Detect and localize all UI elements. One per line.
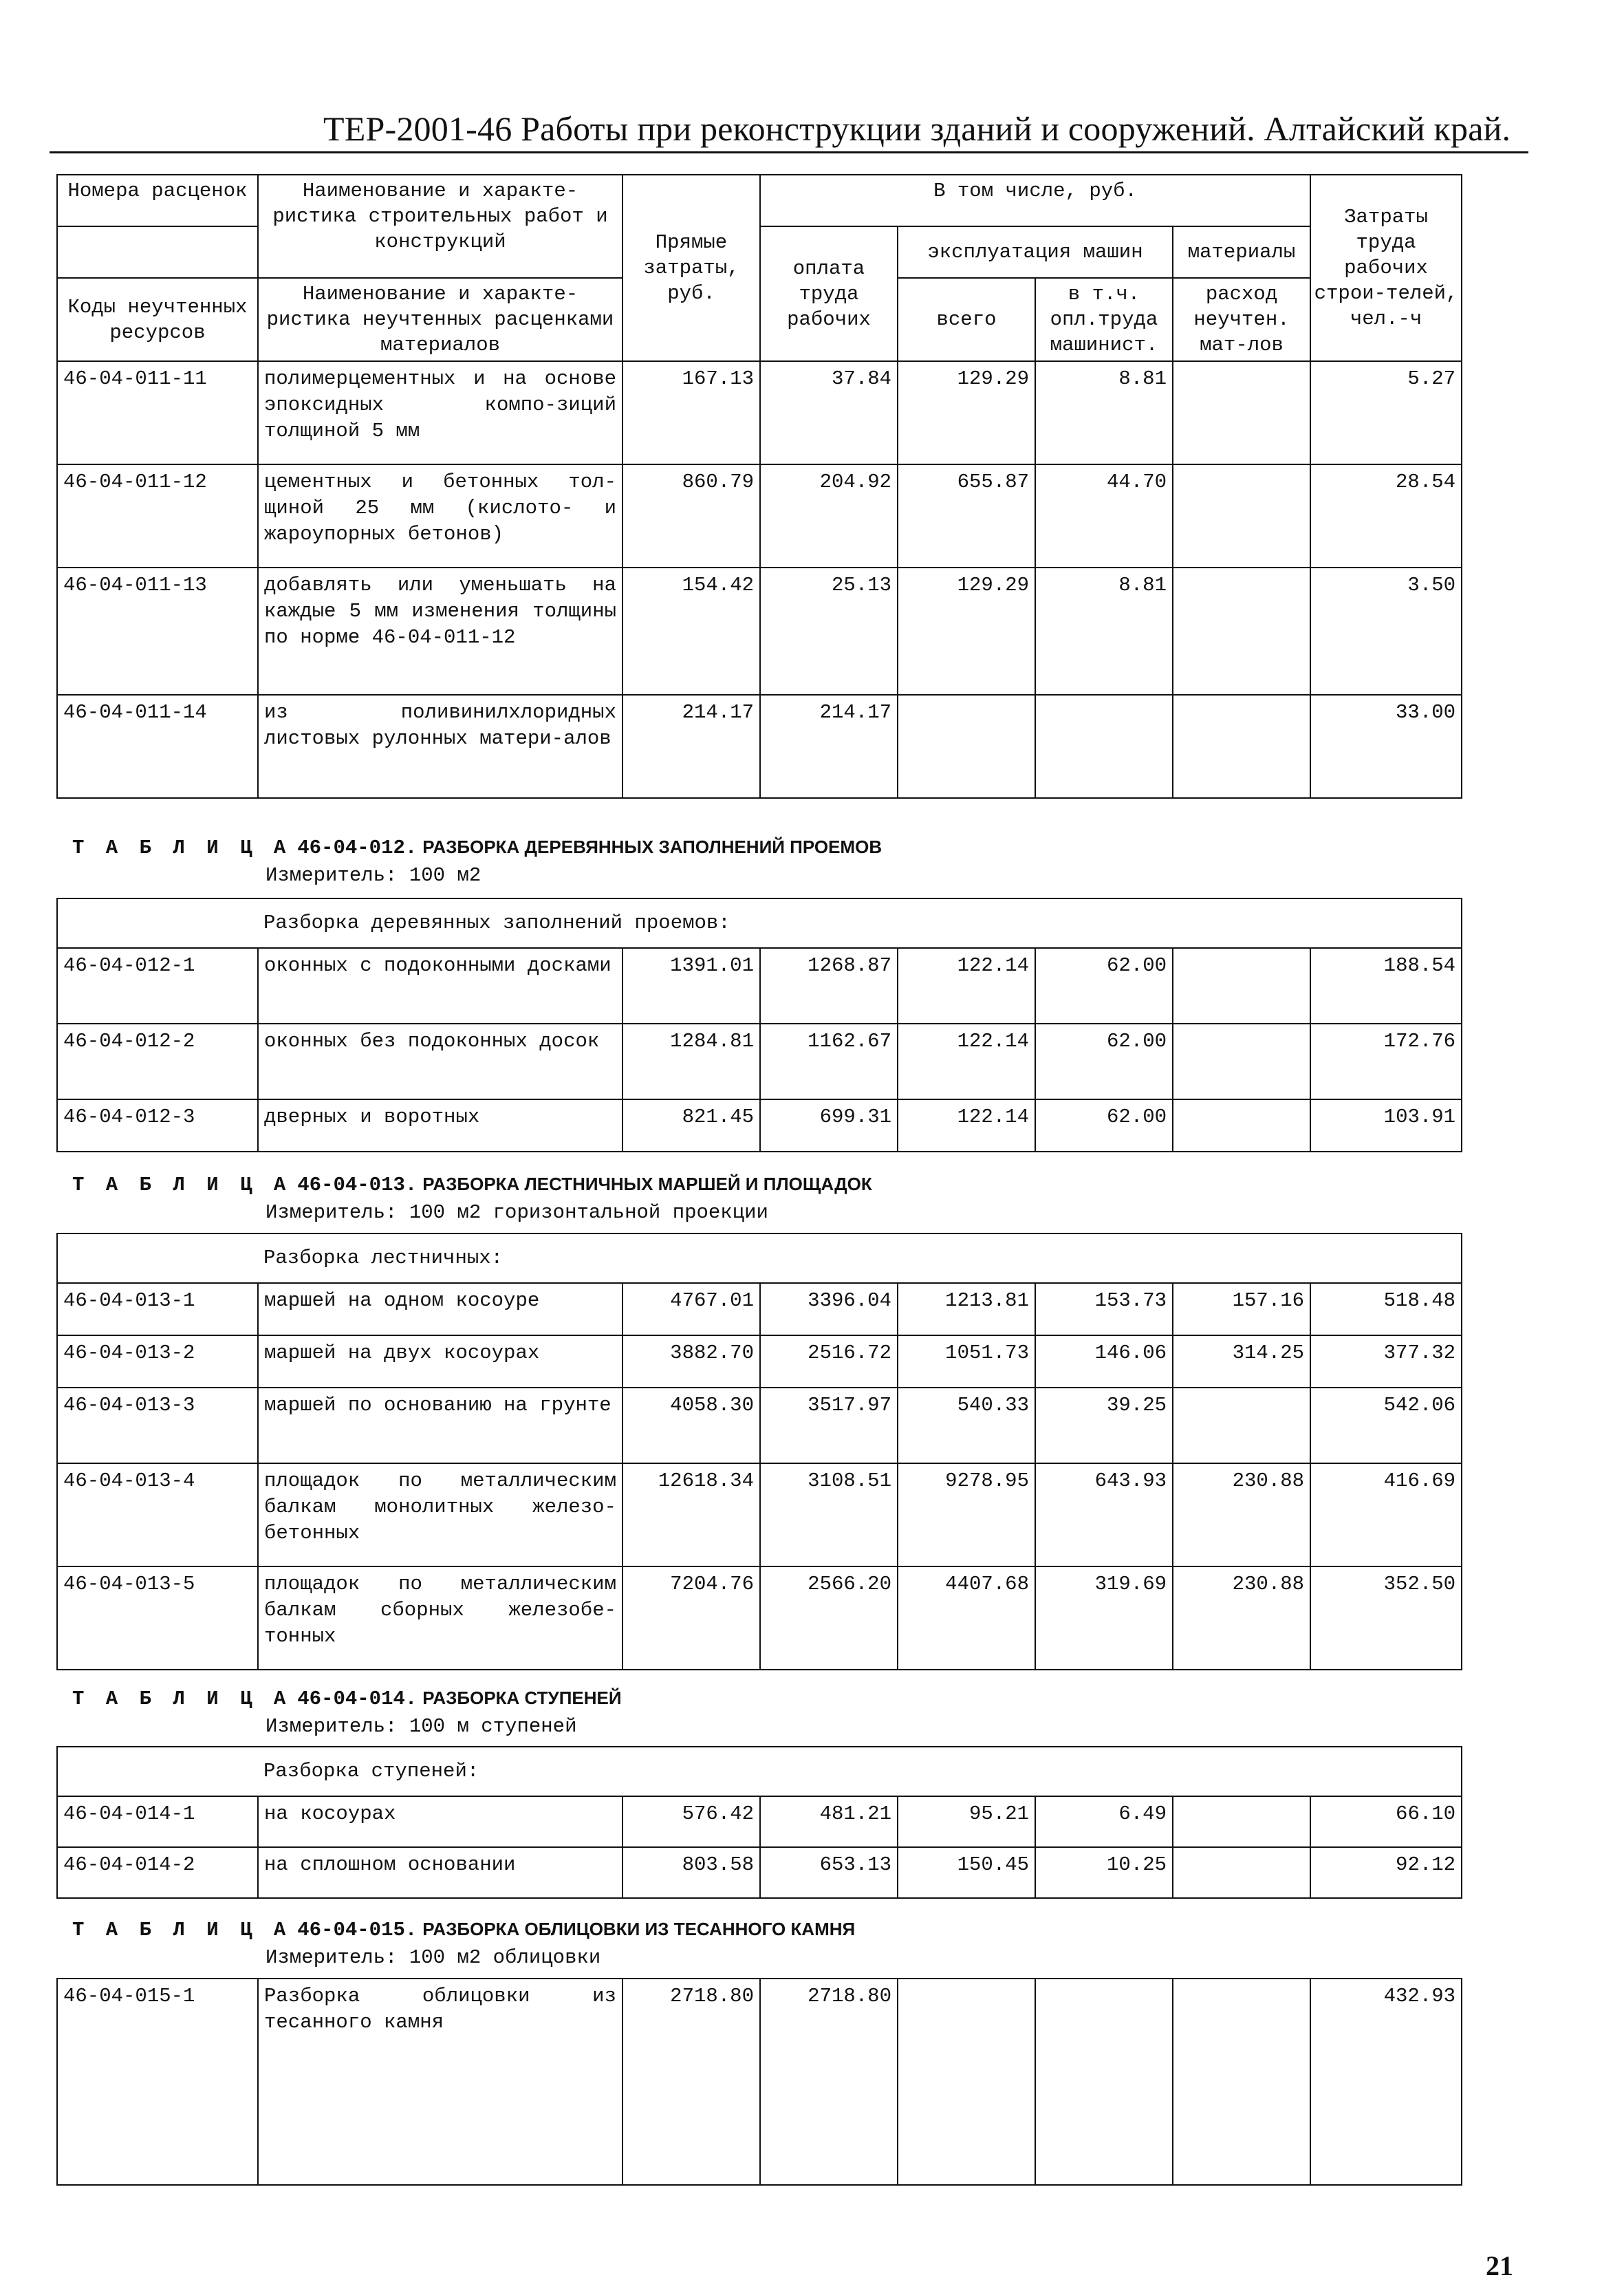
header-rule	[50, 151, 1528, 153]
driver-pay-cell: 44.70	[1035, 464, 1173, 568]
labor-pay-cell: 25.13	[760, 568, 898, 695]
caption-code: 46-04-014.	[297, 1688, 418, 1710]
driver-pay-cell: 62.00	[1035, 1099, 1173, 1152]
machine-cost-cell: 4407.68	[898, 1566, 1035, 1670]
driver-pay-cell: 10.25	[1035, 1847, 1173, 1898]
labor-pay-cell: 2718.80	[760, 1979, 898, 2185]
machine-cost-cell: 1213.81	[898, 1283, 1035, 1335]
driver-pay-cell: 153.73	[1035, 1283, 1173, 1335]
labor-cost-cell: 416.69	[1310, 1463, 1462, 1566]
table-row	[57, 1796, 1462, 1847]
measure-013: Измеритель: 100 м2 горизонтальной проекции	[266, 1201, 768, 1224]
labor-pay-cell: 3396.04	[760, 1283, 898, 1335]
labor-pay-cell: 1162.67	[760, 1024, 898, 1099]
code-cell: 46-04-013-5	[57, 1566, 258, 1670]
machine-cost-cell: 122.14	[898, 948, 1035, 1024]
code-cell: 46-04-013-2	[57, 1335, 258, 1388]
code-cell: 46-04-012-3	[57, 1099, 258, 1152]
table-row	[57, 1388, 1462, 1463]
material-cell	[1173, 695, 1310, 798]
material-cell: 314.25	[1173, 1335, 1310, 1388]
direct-cost-cell: 214.17	[622, 695, 760, 798]
driver-pay-cell: 62.00	[1035, 1024, 1173, 1099]
labor-cost-cell: 103.91	[1310, 1099, 1462, 1152]
labor-pay-cell: 699.31	[760, 1099, 898, 1152]
material-cell	[1173, 1796, 1310, 1847]
table-row	[57, 361, 1462, 464]
name-cell: оконных без подоконных досок	[258, 1024, 622, 1099]
driver-pay-cell	[1035, 1979, 1173, 2185]
name-cell: Разборка облицовки из тесанного камня	[258, 1979, 622, 2185]
table-row	[57, 695, 1462, 798]
table-caption-015	[72, 1919, 855, 1941]
labor-pay-cell: 214.17	[760, 695, 898, 798]
machine-cost-cell: 9278.95	[898, 1463, 1035, 1566]
table-caption-013	[72, 1174, 872, 1196]
name-cell: маршей на двух косоурах	[258, 1335, 622, 1388]
material-cell	[1173, 1388, 1310, 1463]
direct-cost-cell: 821.45	[622, 1099, 760, 1152]
driver-pay-cell: 319.69	[1035, 1566, 1173, 1670]
labor-cost-cell: 172.76	[1310, 1024, 1462, 1099]
table-46-04-014	[56, 1746, 1462, 1899]
direct-cost-cell: 4767.01	[622, 1283, 760, 1335]
code-cell: 46-04-014-2	[57, 1847, 258, 1898]
header-labor-pay: оплата труда рабочих	[760, 226, 898, 361]
labor-cost-cell: 92.12	[1310, 1847, 1462, 1898]
caption-code: 46-04-012.	[297, 837, 418, 859]
caption-title: РАЗБОРКА СТУПЕНЕЙ	[422, 1688, 622, 1708]
direct-cost-cell: 167.13	[622, 361, 760, 464]
table-row	[57, 1566, 1462, 1670]
machine-cost-cell: 540.33	[898, 1388, 1035, 1463]
direct-cost-cell: 2718.80	[622, 1979, 760, 2185]
machine-cost-cell	[898, 1979, 1035, 2185]
table-row	[57, 1979, 1462, 2185]
material-cell	[1173, 464, 1310, 568]
material-cell	[1173, 1979, 1310, 2185]
header-labor-cost: Затраты труда рабочих строи-телей, чел.-ч	[1310, 175, 1462, 361]
labor-pay-cell: 3108.51	[760, 1463, 898, 1566]
machine-cost-cell: 129.29	[898, 568, 1035, 695]
caption-title: РАЗБОРКА ОБЛИЦОВКИ ИЗ ТЕСАННОГО КАМНЯ	[422, 1919, 856, 1939]
material-cell	[1173, 568, 1310, 695]
measure-015: Измеритель: 100 м2 облицовки	[266, 1946, 601, 1969]
material-cell: 230.88	[1173, 1463, 1310, 1566]
header-total: всего	[898, 278, 1035, 361]
driver-pay-cell: 146.06	[1035, 1335, 1173, 1388]
header-mat-consumption: расход неучтен. мат-лов	[1173, 278, 1310, 361]
table-row	[57, 1847, 1462, 1898]
labor-pay-cell: 37.84	[760, 361, 898, 464]
caption-label: Т А Б Л И Ц А	[72, 1919, 291, 1941]
labor-cost-cell: 432.93	[1310, 1979, 1462, 2185]
table-46-04-011	[56, 174, 1462, 799]
labor-pay-cell: 3517.97	[760, 1388, 898, 1463]
header-name-top: Наименование и характе-ристика строительных работ и конструкций	[258, 175, 622, 278]
driver-pay-cell: 8.81	[1035, 568, 1173, 695]
labor-cost-cell: 352.50	[1310, 1566, 1462, 1670]
table-row	[57, 1283, 1462, 1335]
caption-code: 46-04-013.	[297, 1174, 418, 1196]
direct-cost-cell: 803.58	[622, 1847, 760, 1898]
driver-pay-cell: 62.00	[1035, 948, 1173, 1024]
machine-cost-cell: 150.45	[898, 1847, 1035, 1898]
table-46-04-015	[56, 1978, 1462, 2186]
header-materials: материалы	[1173, 226, 1310, 278]
code-cell: 46-04-013-1	[57, 1283, 258, 1335]
machine-cost-cell	[898, 695, 1035, 798]
name-cell: на сплошном основании	[258, 1847, 622, 1898]
group-title-012: Разборка деревянных заполнений проемов:	[258, 898, 1462, 948]
labor-cost-cell: 518.48	[1310, 1283, 1462, 1335]
table-caption-014	[72, 1688, 622, 1710]
header-name-bottom: Наименование и характе-ристика неучтенных расценками материалов	[258, 278, 622, 361]
header-code-bottom: Коды неучтенных ресурсов	[57, 278, 258, 361]
table-row	[57, 1024, 1462, 1099]
labor-cost-cell: 28.54	[1310, 464, 1462, 568]
caption-label: Т А Б Л И Ц А	[72, 1174, 291, 1196]
code-cell: 46-04-011-13	[57, 568, 258, 695]
caption-code: 46-04-015.	[297, 1919, 418, 1941]
measure-012: Измеритель: 100 м2	[266, 864, 481, 887]
code-cell: 46-04-015-1	[57, 1979, 258, 2185]
caption-label: Т А Б Л И Ц А	[72, 837, 291, 859]
name-cell: полимерцементных и на основе эпоксидных компо-зиций толщиной 5 мм	[258, 361, 622, 464]
labor-cost-cell: 542.06	[1310, 1388, 1462, 1463]
machine-cost-cell: 122.14	[898, 1024, 1035, 1099]
name-cell: цементных и бетонных тол-щиной 25 мм (кислото- и жароупорных бетонов)	[258, 464, 622, 568]
table-46-04-012	[56, 898, 1462, 1152]
table-row	[57, 568, 1462, 695]
direct-cost-cell: 1391.01	[622, 948, 760, 1024]
group-title-013: Разборка лестничных:	[258, 1233, 1462, 1283]
code-cell: 46-04-011-14	[57, 695, 258, 798]
labor-cost-cell: 66.10	[1310, 1796, 1462, 1847]
name-cell: маршей на одном косоуре	[258, 1283, 622, 1335]
direct-cost-cell: 4058.30	[622, 1388, 760, 1463]
code-cell: 46-04-012-1	[57, 948, 258, 1024]
labor-cost-cell: 33.00	[1310, 695, 1462, 798]
measure-014: Измеритель: 100 м ступеней	[266, 1715, 577, 1738]
header-incl-driver: в т.ч. опл.труда машинист.	[1035, 278, 1173, 361]
table-row	[57, 948, 1462, 1024]
direct-cost-cell: 1284.81	[622, 1024, 760, 1099]
table-row	[57, 1099, 1462, 1152]
name-cell: площадок по металлическим балкам сборных железобе-тонных	[258, 1566, 622, 1670]
labor-pay-cell: 204.92	[760, 464, 898, 568]
table-46-04-013	[56, 1233, 1462, 1670]
code-cell: 46-04-014-1	[57, 1796, 258, 1847]
labor-cost-cell: 188.54	[1310, 948, 1462, 1024]
material-cell: 230.88	[1173, 1566, 1310, 1670]
caption-label: Т А Б Л И Ц А	[72, 1688, 291, 1710]
caption-title: РАЗБОРКА ЛЕСТНИЧНЫХ МАРШЕЙ И ПЛОЩАДОК	[422, 1174, 872, 1194]
labor-pay-cell: 2516.72	[760, 1335, 898, 1388]
labor-cost-cell: 3.50	[1310, 568, 1462, 695]
labor-cost-cell: 377.32	[1310, 1335, 1462, 1388]
code-cell: 46-04-013-3	[57, 1388, 258, 1463]
name-cell: на косоурах	[258, 1796, 622, 1847]
machine-cost-cell: 129.29	[898, 361, 1035, 464]
name-cell: добавлять или уменьшать на каждые 5 мм изменения толщины по норме 46-04-011-12	[258, 568, 622, 695]
name-cell: дверных и воротных	[258, 1099, 622, 1152]
table-row	[57, 464, 1462, 568]
machine-cost-cell: 95.21	[898, 1796, 1035, 1847]
material-cell	[1173, 1847, 1310, 1898]
code-cell: 46-04-012-2	[57, 1024, 258, 1099]
direct-cost-cell: 576.42	[622, 1796, 760, 1847]
direct-cost-cell: 154.42	[622, 568, 760, 695]
header-incl: В том числе, руб.	[760, 175, 1310, 226]
name-cell: маршей по основанию на грунте	[258, 1388, 622, 1463]
machine-cost-cell: 655.87	[898, 464, 1035, 568]
labor-pay-cell: 653.13	[760, 1847, 898, 1898]
driver-pay-cell: 643.93	[1035, 1463, 1173, 1566]
name-cell: из поливинилхлоридных листовых рулонных матери-алов	[258, 695, 622, 798]
machine-cost-cell: 122.14	[898, 1099, 1035, 1152]
header-machines: эксплуатация машин	[898, 226, 1173, 278]
direct-cost-cell: 12618.34	[622, 1463, 760, 1566]
material-cell	[1173, 1024, 1310, 1099]
table-row	[57, 1463, 1462, 1566]
header-direct-costs: Прямые затраты, руб.	[622, 175, 760, 361]
code-cell: 46-04-013-4	[57, 1463, 258, 1566]
direct-cost-cell: 3882.70	[622, 1335, 760, 1388]
material-cell	[1173, 1099, 1310, 1152]
labor-pay-cell: 1268.87	[760, 948, 898, 1024]
driver-pay-cell: 8.81	[1035, 361, 1173, 464]
name-cell: площадок по металлическим балкам монолитных железо-бетонных	[258, 1463, 622, 1566]
material-cell	[1173, 948, 1310, 1024]
labor-pay-cell: 481.21	[760, 1796, 898, 1847]
machine-cost-cell: 1051.73	[898, 1335, 1035, 1388]
material-cell	[1173, 361, 1310, 464]
caption-title: РАЗБОРКА ДЕРЕВЯННЫХ ЗАПОЛНЕНИЙ ПРОЕМОВ	[422, 837, 883, 857]
direct-cost-cell: 7204.76	[622, 1566, 760, 1670]
name-cell: оконных с подоконными досками	[258, 948, 622, 1024]
page-header-title: ТЕР-2001-46 Работы при реконструкции зданий и сооружений. Алтайский край.	[323, 109, 1511, 148]
driver-pay-cell: 39.25	[1035, 1388, 1173, 1463]
labor-pay-cell: 2566.20	[760, 1566, 898, 1670]
table-caption-012	[72, 837, 882, 859]
code-cell: 46-04-011-11	[57, 361, 258, 464]
group-title-014: Разборка ступеней:	[258, 1747, 1462, 1796]
direct-cost-cell: 860.79	[622, 464, 760, 568]
driver-pay-cell: 6.49	[1035, 1796, 1173, 1847]
labor-cost-cell: 5.27	[1310, 361, 1462, 464]
driver-pay-cell	[1035, 695, 1173, 798]
page-number: 21	[1486, 2250, 1513, 2281]
table-row	[57, 1335, 1462, 1388]
code-cell: 46-04-011-12	[57, 464, 258, 568]
header-code-top: Номера расценок	[57, 175, 258, 226]
material-cell: 157.16	[1173, 1283, 1310, 1335]
